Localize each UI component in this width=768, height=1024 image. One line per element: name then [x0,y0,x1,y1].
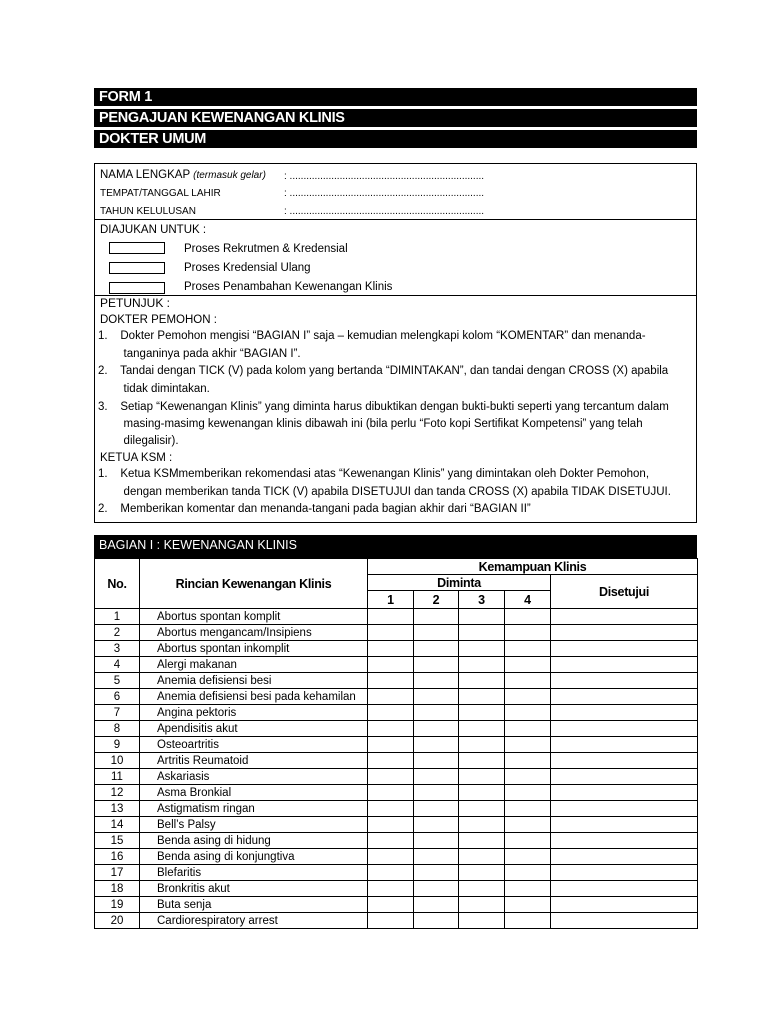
requested-level-4-cell[interactable] [505,897,551,913]
requested-level-3-cell[interactable] [459,689,505,705]
row-item: Abortus spontan inkomplit [140,641,368,657]
requested-level-3-cell[interactable] [459,737,505,753]
requested-level-1-cell[interactable] [368,833,414,849]
table-row [95,625,698,641]
ksm-line: 2. Memberikan komentar dan menanda-tangani pada bagian akhir dari “BAGIAN II” [98,503,531,515]
requested-level-2-cell[interactable] [414,897,459,913]
approved-cell[interactable] [551,609,698,625]
column-header-requested: Diminta [368,575,551,591]
requested-level-1-cell[interactable] [368,785,414,801]
table-row [95,817,698,833]
column-header-level: 2 [414,591,459,609]
requested-level-3-cell[interactable] [459,609,505,625]
instruction-line: 1. Dokter Pemohon mengisi “BAGIAN I” saja – kemudian melengkapi kolom “KOMENTAR” dan menanda- [98,330,646,342]
requested-level-2-cell[interactable] [414,657,459,673]
requested-level-2-cell[interactable] [414,817,459,833]
column-header-detail: Rincian Kewenangan Klinis [140,559,368,609]
requested-level-4-cell[interactable] [505,657,551,673]
ksm-line: 1. Ketua KSMmemberikan rekomendasi atas “Kewenangan Klinis” yang dimintakan oleh Dokter Pemohon, [98,468,650,480]
row-item: Benda asing di hidung [140,833,368,849]
requested-level-2-cell[interactable] [414,673,459,689]
requested-level-2-cell[interactable] [414,721,459,737]
identity-section [94,163,697,220]
requested-level-2-cell[interactable] [414,801,459,817]
row-item: Cardiorespiratory arrest [140,913,368,929]
requested-level-4-cell[interactable] [505,625,551,641]
column-header-level: 4 [505,591,551,609]
requested-level-3-cell[interactable] [459,705,505,721]
instruction-line: tanganinya pada akhir “BAGIAN I”. [98,348,301,360]
requested-level-2-cell[interactable] [414,785,459,801]
requested-level-4-cell[interactable] [505,641,551,657]
name-label [100,168,266,183]
row-number: 14 [95,817,140,833]
requested-level-4-cell[interactable] [505,673,551,689]
requested-level-2-cell[interactable] [414,881,459,897]
table-row [95,609,698,625]
option-label-addition: Proses Penambahan Kewenangan Klinis [184,281,393,293]
approved-cell[interactable] [551,689,698,705]
instruction-line: masing-masimg kewenangan klinis dibawah ini (bila perlu “Foto kopi Sertifikat Kompetensi” yang telah [98,418,643,430]
requested-level-1-cell[interactable] [368,625,414,641]
approved-cell[interactable] [551,737,698,753]
requested-level-1-cell[interactable] [368,865,414,881]
instructions-title: PETUNJUK : [100,296,171,310]
approved-cell[interactable] [551,625,698,641]
requested-level-4-cell[interactable] [505,737,551,753]
clinical-authority-table [94,558,698,929]
requested-level-4-cell[interactable] [505,801,551,817]
birth-field[interactable]: : ...................................................................... [284,188,485,199]
form-number: FORM 1 [94,88,697,106]
approved-cell[interactable] [551,705,698,721]
requested-level-3-cell[interactable] [459,641,505,657]
approved-cell[interactable] [551,785,698,801]
name-note: (termasuk gelar) [193,170,266,181]
table-row [95,849,698,865]
requested-level-3-cell[interactable] [459,721,505,737]
row-number: 4 [95,657,140,673]
requested-level-1-cell[interactable] [368,769,414,785]
requested-level-3-cell[interactable] [459,817,505,833]
row-number: 20 [95,913,140,929]
row-number: 13 [95,801,140,817]
requested-level-2-cell[interactable] [414,769,459,785]
requested-level-4-cell[interactable] [505,881,551,897]
birth-label: TEMPAT/TANGGAL LAHIR [100,188,221,199]
requested-level-1-cell[interactable] [368,673,414,689]
requested-level-2-cell[interactable] [414,625,459,641]
row-item: Abortus mengancam/Insipiens [140,625,368,641]
ksm-title: KETUA KSM : [100,452,173,464]
row-number: 9 [95,737,140,753]
instruction-line: 2. Tandai dengan TICK (V) pada kolom yang bertanda “DIMINTAKAN”, dan tandai dengan CROSS (X) apabila [98,365,669,377]
requested-level-2-cell[interactable] [414,913,459,929]
row-number: 18 [95,881,140,897]
approved-cell[interactable] [551,849,698,865]
requested-level-1-cell[interactable] [368,641,414,657]
row-item: Angina pektoris [140,705,368,721]
column-header-level: 1 [368,591,414,609]
row-item: Apendisitis akut [140,721,368,737]
requested-level-4-cell[interactable] [505,705,551,721]
approved-cell[interactable] [551,817,698,833]
row-number: 12 [95,785,140,801]
approved-cell[interactable] [551,833,698,849]
requested-level-1-cell[interactable] [368,705,414,721]
row-number: 3 [95,641,140,657]
requested-level-3-cell[interactable] [459,801,505,817]
option-checkbox-recruitment[interactable] [109,242,165,254]
option-checkbox-addition[interactable] [109,282,165,294]
requested-level-3-cell[interactable] [459,673,505,689]
requested-level-1-cell[interactable] [368,913,414,929]
requested-level-4-cell[interactable] [505,913,551,929]
graduation-label: TAHUN KELULUSAN [100,206,196,217]
approved-cell[interactable] [551,801,698,817]
row-number: 2 [95,625,140,641]
table-row [95,865,698,881]
requested-level-1-cell[interactable] [368,881,414,897]
table-row [95,689,698,705]
requested-level-4-cell[interactable] [505,721,551,737]
instruction-line: 3. Setiap “Kewenangan Klinis” yang diminta harus dibuktikan dengan bukti-bukti seperti yang tercantum dalam [98,401,669,413]
requested-level-1-cell[interactable] [368,753,414,769]
requested-level-2-cell[interactable] [414,609,459,625]
applicant-title: DOKTER PEMOHON : [100,314,217,326]
approved-cell[interactable] [551,865,698,881]
name-label-text: NAMA LENGKAP [100,169,190,181]
requested-level-3-cell[interactable] [459,897,505,913]
approved-cell[interactable] [551,769,698,785]
row-number: 16 [95,849,140,865]
table-row [95,913,698,929]
requested-level-4-cell[interactable] [505,785,551,801]
table-row [95,737,698,753]
requested-level-1-cell[interactable] [368,817,414,833]
requested-level-3-cell[interactable] [459,913,505,929]
requested-level-3-cell[interactable] [459,657,505,673]
column-header-no: No. [95,559,140,609]
requested-level-2-cell[interactable] [414,705,459,721]
requested-level-1-cell[interactable] [368,849,414,865]
requested-level-2-cell[interactable] [414,737,459,753]
approved-cell[interactable] [551,913,698,929]
row-number: 11 [95,769,140,785]
row-item: Osteoartritis [140,737,368,753]
approved-cell[interactable] [551,881,698,897]
requested-level-4-cell[interactable] [505,817,551,833]
table-row [95,705,698,721]
table-row [95,657,698,673]
row-item: Anemia defisiensi besi pada kehamilan [140,689,368,705]
row-number: 10 [95,753,140,769]
row-item: Anemia defisiensi besi [140,673,368,689]
option-checkbox-recredential[interactable] [109,262,165,274]
table-row [95,881,698,897]
table-row [95,641,698,657]
row-item: Astigmatism ringan [140,801,368,817]
option-label-recruitment: Proses Rekrutmen & Kredensial [184,243,348,255]
requested-level-2-cell[interactable] [414,641,459,657]
instructions-section [94,295,697,523]
instruction-line: tidak dimintakan. [98,383,210,395]
ksm-line: dengan memberikan tanda TICK (V) apabila DISETUJUI dan tanda CROSS (X) apabila TIDAK DISETUJUI. [98,486,671,498]
application-section [94,219,697,296]
requested-level-3-cell[interactable] [459,881,505,897]
table-row [95,753,698,769]
approved-cell[interactable] [551,753,698,769]
row-number: 8 [95,721,140,737]
row-item: Buta senja [140,897,368,913]
requested-level-2-cell[interactable] [414,833,459,849]
approved-cell[interactable] [551,897,698,913]
option-label-recredential: Proses Kredensial Ulang [184,262,311,274]
table-row [95,673,698,689]
row-item: Abortus spontan komplit [140,609,368,625]
row-item: Bell’s Palsy [140,817,368,833]
row-number: 5 [95,673,140,689]
row-item: Askariasis [140,769,368,785]
requested-level-1-cell[interactable] [368,801,414,817]
requested-level-4-cell[interactable] [505,849,551,865]
row-number: 1 [95,609,140,625]
requested-level-4-cell[interactable] [505,753,551,769]
row-number: 15 [95,833,140,849]
row-item: Asma Bronkial [140,785,368,801]
requested-level-1-cell[interactable] [368,721,414,737]
column-header-ability: Kemampuan Klinis [368,559,698,575]
row-item: Bronkritis akut [140,881,368,897]
requested-level-1-cell[interactable] [368,737,414,753]
row-item: Blefaritis [140,865,368,881]
requested-level-3-cell[interactable] [459,625,505,641]
application-label: DIAJUKAN UNTUK : [100,224,207,236]
requested-level-1-cell[interactable] [368,689,414,705]
table-row [95,897,698,913]
table-row [95,785,698,801]
table-row [95,833,698,849]
table-row [95,769,698,785]
approved-cell[interactable] [551,641,698,657]
requested-level-4-cell[interactable] [505,609,551,625]
requested-level-2-cell[interactable] [414,849,459,865]
requested-level-3-cell[interactable] [459,769,505,785]
row-number: 19 [95,897,140,913]
column-header-approved: Disetujui [551,575,698,609]
row-number: 6 [95,689,140,705]
approved-cell[interactable] [551,721,698,737]
approved-cell[interactable] [551,657,698,673]
table-row [95,801,698,817]
requested-level-1-cell[interactable] [368,609,414,625]
table-row [95,721,698,737]
requested-level-2-cell[interactable] [414,689,459,705]
graduation-field[interactable]: : ...................................................................... [284,206,485,217]
requested-level-4-cell[interactable] [505,769,551,785]
row-number: 17 [95,865,140,881]
requested-level-1-cell[interactable] [368,897,414,913]
requested-level-3-cell[interactable] [459,849,505,865]
row-item: Benda asing di konjungtiva [140,849,368,865]
row-number: 7 [95,705,140,721]
form-subtitle: DOKTER UMUM [94,130,697,148]
requested-level-3-cell[interactable] [459,753,505,769]
requested-level-4-cell[interactable] [505,689,551,705]
requested-level-3-cell[interactable] [459,865,505,881]
requested-level-2-cell[interactable] [414,753,459,769]
form-title: PENGAJUAN KEWENANGAN KLINIS [94,109,697,127]
section-title: BAGIAN I : KEWENANGAN KLINIS [94,535,697,558]
requested-level-2-cell[interactable] [414,865,459,881]
name-field[interactable]: : ...................................................................... [284,171,485,182]
requested-level-3-cell[interactable] [459,785,505,801]
approved-cell[interactable] [551,673,698,689]
row-item: Alergi makanan [140,657,368,673]
row-item: Artritis Reumatoid [140,753,368,769]
requested-level-3-cell[interactable] [459,833,505,849]
requested-level-4-cell[interactable] [505,865,551,881]
instruction-line: dilegalisir). [98,435,179,447]
requested-level-4-cell[interactable] [505,833,551,849]
requested-level-1-cell[interactable] [368,657,414,673]
column-header-level: 3 [459,591,505,609]
